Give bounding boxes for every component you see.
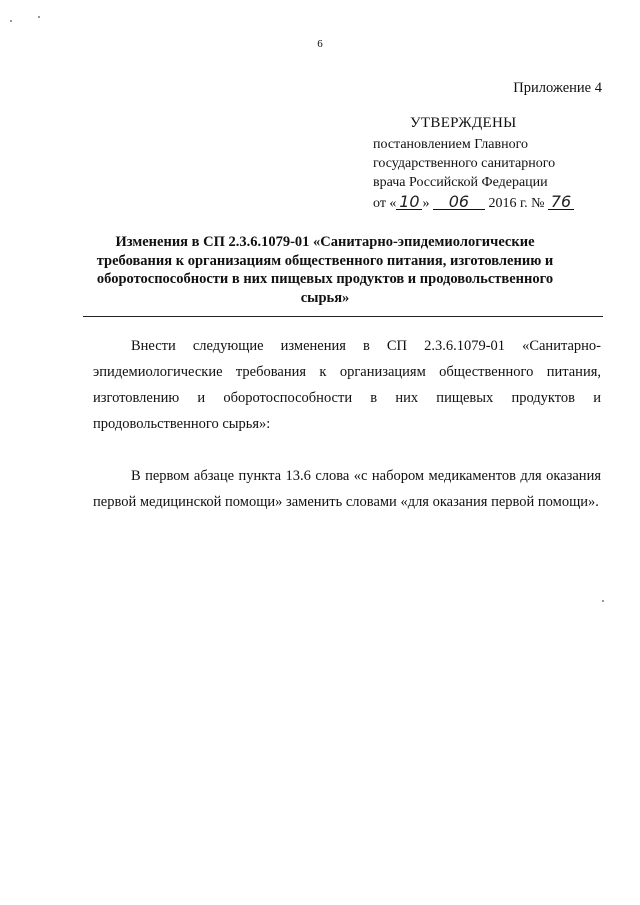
approval-line: государственного санитарного (373, 156, 556, 171)
appendix-label: Приложение 4 (513, 80, 602, 96)
approval-block (373, 114, 613, 213)
date-month-handwritten: 06 (433, 192, 485, 210)
body-paragraph: В первом абзаце пункта 13.6 слова «с набором медикаментов для оказания первой медицинской помощи» заменить словами «для оказания первой помощи». (93, 468, 601, 510)
document-title: Изменения в СП 2.3.6.1079-01 «Санитарно-эпидемиологические требования к организациям общественного питания, изготовлению и оборотоспособности в них пищевых продуктов и продовольственного сырья» (96, 234, 554, 306)
page-number: 6 (317, 38, 323, 50)
scan-speck (38, 16, 40, 18)
scan-speck (602, 600, 604, 602)
scan-speck (10, 20, 12, 22)
approval-date-line (373, 192, 613, 213)
decree-number-handwritten: 76 (548, 192, 574, 210)
date-day-handwritten: 10 (396, 192, 422, 210)
approval-line: постановлением Главного (373, 137, 528, 152)
approval-line: врача Российской Федерации (373, 175, 548, 190)
approval-title: УТВЕРЖДЕНЫ (410, 115, 517, 131)
date-prefix: от « (373, 196, 397, 211)
body-paragraph: Внести следующие изменения в СП 2.3.6.1079-01 «Санитарно-эпидемиологические требования к организациям общественного питания, изготовлению и оборотоспособности в них пищевых продуктов и продовольственного сырья»: (93, 338, 601, 432)
date-mid: » (422, 196, 430, 211)
title-divider (83, 316, 603, 317)
date-year: 2016 г. № (488, 196, 545, 211)
